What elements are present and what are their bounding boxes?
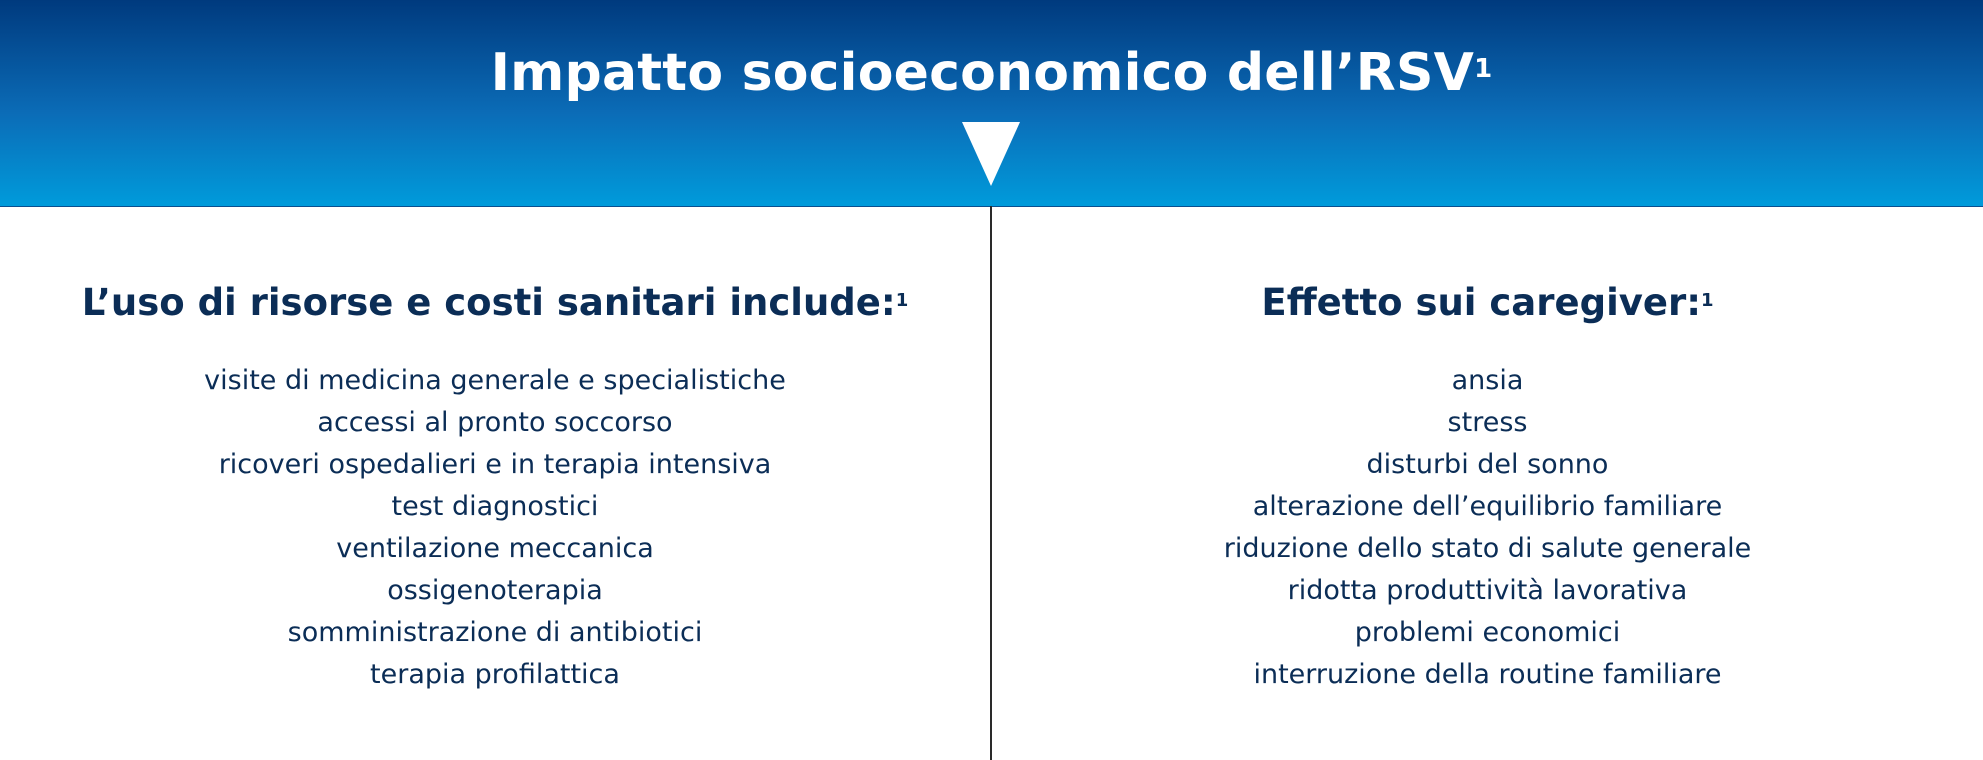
- page-title-text: Impatto socioeconomico dell’RSV: [490, 43, 1475, 103]
- list-item: somministrazione di antibiotici: [287, 617, 703, 648]
- page-title: [0, 38, 1983, 108]
- list-item: ansia: [1451, 365, 1524, 396]
- list-item: ossigenoterapia: [387, 575, 603, 606]
- list-item: accessi al pronto soccorso: [317, 407, 673, 438]
- list-item: riduzione dello stato di salute generale: [1223, 533, 1752, 564]
- left-column-title-text: L’uso di risorse e costi sanitari include:: [81, 281, 896, 324]
- list-item: stress: [1447, 407, 1528, 438]
- right-column-footnote: 1: [1701, 290, 1714, 311]
- list-item: ridotta produttività lavorativa: [1287, 575, 1688, 606]
- list-item: test diagnostici: [391, 491, 599, 522]
- list-item: disturbi del sonno: [1366, 449, 1609, 480]
- list-item: ventilazione meccanica: [336, 533, 654, 564]
- list-item: alterazione dell’equilibrio familiare: [1252, 491, 1723, 522]
- left-column: [0, 206, 990, 760]
- list-item: interruzione della routine familiare: [1253, 659, 1722, 690]
- left-column-footnote: 1: [895, 290, 909, 311]
- page-title-footnote: 1: [1474, 54, 1493, 84]
- list-item: ricoveri ospedalieri e in terapia intensiva: [218, 449, 772, 480]
- list-item: problemi economici: [1354, 617, 1621, 648]
- left-list: [0, 360, 990, 696]
- right-column-title: [992, 276, 1983, 330]
- right-list: [992, 360, 1983, 696]
- right-column: [992, 206, 1983, 760]
- list-item: visite di medicina generale e specialistiche: [204, 365, 786, 396]
- right-column-title-text: Effetto sui caregiver:: [1261, 281, 1702, 324]
- triangle-down-icon: [962, 122, 1020, 186]
- header-banner: [0, 0, 1983, 207]
- list-item: terapia profilattica: [370, 659, 620, 690]
- left-column-title: [0, 276, 990, 330]
